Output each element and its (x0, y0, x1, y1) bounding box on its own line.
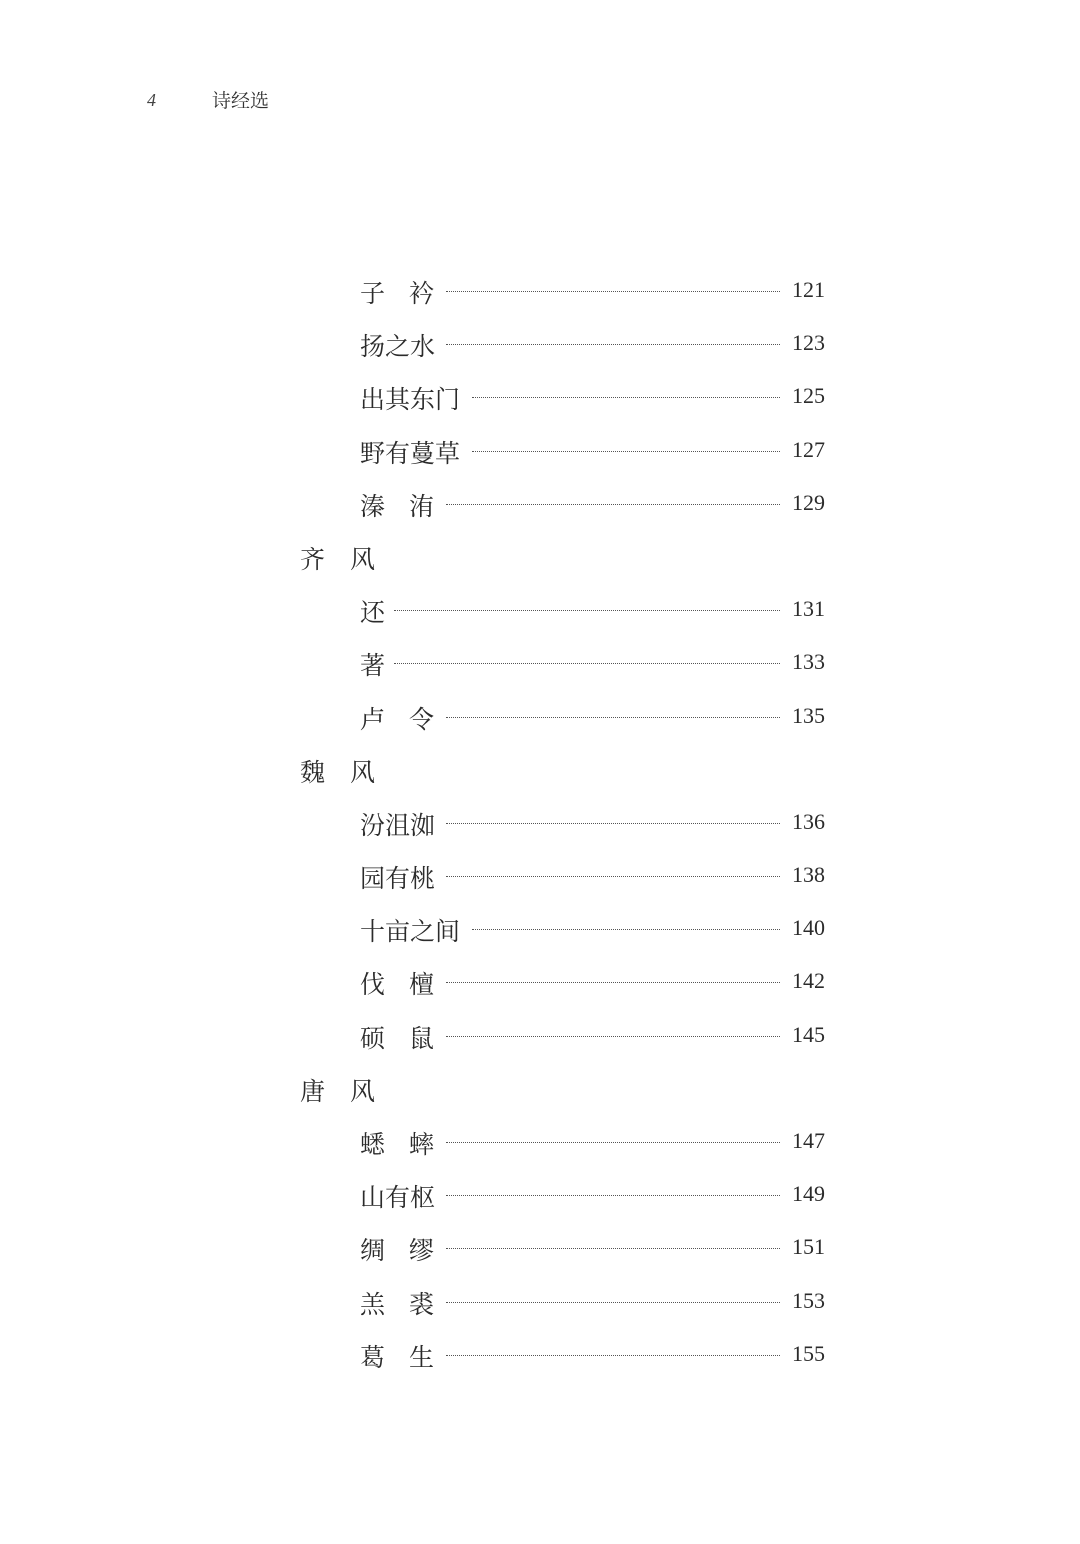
table-of-contents (0, 266, 1080, 1383)
toc-entry[interactable] (0, 638, 1080, 691)
section-heading: 魏风 (300, 757, 401, 787)
dot-leader (446, 1355, 780, 1356)
toc-entry[interactable] (0, 319, 1080, 372)
toc-entry[interactable] (0, 479, 1080, 532)
entry-title: 蟋蟀 (360, 1130, 459, 1159)
toc-entry[interactable] (0, 1117, 1080, 1170)
dot-leader (446, 1195, 780, 1196)
book-title: 诗经选 (212, 90, 270, 112)
entry-title: 扬之水 (360, 332, 436, 362)
entry-title: 葛生 (360, 1342, 459, 1372)
entry-page-number: 142 (792, 968, 825, 994)
running-head (0, 86, 1080, 116)
toc-entry[interactable] (0, 1277, 1080, 1330)
entry-title: 溱洧 (360, 491, 459, 521)
entry-title: 山有枢 (360, 1183, 436, 1213)
entry-title: 硕鼠 (360, 1023, 459, 1053)
toc-entry[interactable] (0, 372, 1080, 425)
dot-leader (394, 610, 780, 611)
entry-page-number: 133 (792, 649, 825, 675)
entry-page-number: 121 (792, 277, 825, 302)
entry-page-number: 123 (792, 330, 825, 356)
entry-page-number: 155 (792, 1340, 825, 1366)
dot-leader (446, 1248, 780, 1249)
entry-page-number: 140 (792, 915, 825, 941)
toc-entry[interactable] (0, 266, 1080, 319)
section-heading: 唐风 (300, 1076, 401, 1106)
toc-entry[interactable] (0, 1170, 1080, 1223)
toc-entry[interactable] (0, 904, 1080, 957)
entry-title: 羔裘 (360, 1289, 459, 1319)
entry-title: 出其东门 (360, 385, 461, 415)
toc-section (0, 1064, 1080, 1117)
entry-page-number: 138 (792, 862, 825, 888)
toc-entry[interactable] (0, 851, 1080, 904)
entry-title: 汾沮洳 (360, 810, 436, 840)
dot-leader (446, 876, 780, 877)
entry-title: 还 (360, 598, 386, 628)
toc-entry[interactable] (0, 957, 1080, 1010)
entry-page-number: 147 (792, 1128, 825, 1153)
entry-page-number: 149 (792, 1181, 825, 1207)
toc-entry[interactable] (0, 692, 1080, 745)
entry-page-number: 129 (792, 489, 825, 515)
entry-title: 园有桃 (360, 864, 436, 894)
entry-page-number: 151 (792, 1234, 825, 1260)
entry-title: 绸缪 (360, 1236, 459, 1266)
dot-leader (446, 1142, 780, 1143)
dot-leader (446, 504, 780, 505)
entry-title: 子衿 (360, 279, 459, 308)
entry-title: 伐檀 (360, 970, 459, 1000)
dot-leader (472, 929, 780, 930)
section-heading: 齐风 (300, 544, 401, 574)
entry-page-number: 125 (792, 383, 825, 409)
page-number: 4 (147, 90, 156, 110)
entry-page-number: 153 (792, 1287, 825, 1313)
toc-entry[interactable] (0, 1011, 1080, 1064)
dot-leader (446, 982, 780, 983)
dot-leader (446, 291, 780, 292)
entry-page-number: 145 (792, 1021, 825, 1047)
toc-entry[interactable] (0, 798, 1080, 851)
entry-page-number: 135 (792, 702, 825, 728)
entry-title: 十亩之间 (360, 917, 461, 947)
toc-entry[interactable] (0, 1330, 1080, 1383)
toc-entry[interactable] (0, 1223, 1080, 1276)
dot-leader (446, 1036, 780, 1037)
dot-leader (446, 717, 780, 718)
dot-leader (472, 451, 780, 452)
dot-leader (394, 663, 780, 664)
toc-entry[interactable] (0, 426, 1080, 479)
entry-page-number: 127 (792, 436, 825, 462)
toc-section (0, 532, 1080, 585)
dot-leader (472, 397, 780, 398)
toc-section (0, 745, 1080, 798)
toc-entry[interactable] (0, 585, 1080, 638)
entry-title: 著 (360, 651, 386, 681)
entry-title: 卢令 (360, 704, 459, 734)
entry-page-number: 131 (792, 596, 825, 622)
entry-page-number: 136 (792, 808, 825, 834)
dot-leader (446, 1302, 780, 1303)
entry-title: 野有蔓草 (360, 438, 461, 468)
dot-leader (446, 344, 780, 345)
dot-leader (446, 823, 780, 824)
